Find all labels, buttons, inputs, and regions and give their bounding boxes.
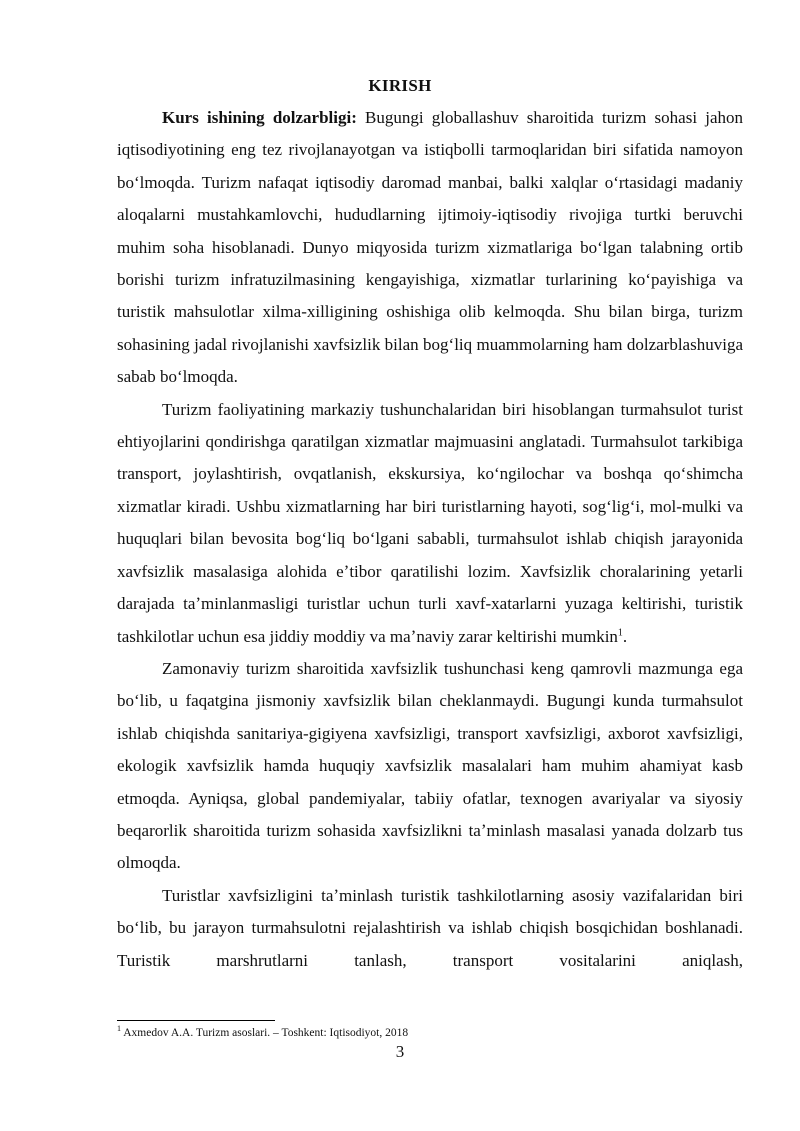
paragraph-modern-safety	[117, 653, 743, 880]
paragraph-lead: Kurs ishining dolzarbligi:	[162, 108, 357, 127]
page-number: 3	[395, 1042, 405, 1061]
section-heading: KIRISH	[368, 76, 432, 95]
paragraph-text: Zamonaviy turizm sharoitida xavfsizlik tushunchasi keng qamrovli mazmunga ega boʻlib, u faqatgina jismoniy xavfsizlik bilan cheklanmaydi. Bugungi kunda turmahsulot ishlab chiqishda sanitariya-gigiyena xavfsizligi, transport xavfsizligi, axborot xavfsizligi, ekologik xavfsizlik hamda huquqiy xavfsizlik masalalari ham muhim ahamiyat kasb etmoqda. Ayniqsa, global pandemiyalar, tabiiy ofatlar, texnogen avariyalar va siyosiy beqarorlik sharoitida turizm sohasida xavfsizlikni taʼminlash masalasi yanada dolzarb tus olmoqda.	[117, 658, 743, 873]
paragraph-tail: .	[622, 626, 628, 646]
paragraph-text: Turizm faoliyatining markaziy tushunchalaridan biri hisoblangan turmahsulot turist ehtiyojlarini qondirishga qaratilgan xizmatlar majmuasini anglatadi. Turmahsulot tarkibiga transport, joylashtirish, ovqatlanish, ekskursiya, koʻngilochar va boshqa qoʻshimcha xizmatlar kiradi. Ushbu xizmatlarning har biri turistlarning hayoti, sogʻligʻi, mol-mulki va huquqlari bilan bevosita bogʻliq boʻlgani sababli, turmahsulot ishlab chiqish jarayonida xavfsizlik masalasiga alohida eʼtibor qaratilishi lozim. Xavfsizlik choralarining yetarli darajada taʼminlanmasligi turistlar uchun turli xavf-xatarlarni yuzaga keltirishi, turistik tashkilotlar uchun esa jiddiy moddiy va maʼnaviy zarar keltirishi mumkin	[117, 399, 743, 646]
paragraph-text: Bugungi globallashuv sharoitida turizm sohasi jahon iqtisodiyotining eng tez rivojlanayotgan va istiqbolli tarmoqlaridan biri sifatida namoyon boʻlmoqda. Turizm nafaqat iqtisodiy daromad manbai, balki xalqlar oʻrtasidagi madaniy aloqalarni mustahkamlovchi, hududlarning ijtimoiy-iqtisodiy rivojiga turtki beruvchi muhim soha hisoblanadi. Dunyo miqyosida turizm xizmatlariga boʻlgan talabning ortib borishi turizm infratuzilmasining kengayishiga, xizmatlar turlarining koʻpayishiga va turistik mahsulotlar xilma-xilligining oshishiga olib kelmoqda. Shu bilan birga, turizm sohasining jadal rivojlanishi xavfsizlik bilan bogʻliq muammolarning ham dolzarblashuviga sabab boʻlmoqda.	[117, 108, 743, 387]
footnote-number: 1	[117, 1024, 121, 1034]
paragraph-relevance	[117, 102, 743, 394]
footnote-separator	[117, 1020, 275, 1021]
footnote-text: Axmedov A.A. Turizm asoslari. – Toshkent: Iqtisodiyot, 2018	[121, 1027, 409, 1039]
footnote	[117, 1026, 743, 1040]
footnote-reference[interactable]: 1	[617, 626, 623, 638]
paragraph-tourproduct	[117, 394, 743, 653]
body-text	[117, 102, 743, 977]
paragraph-tourist-safety	[117, 880, 743, 977]
paragraph-text: Turistlar xavfsizligini taʼminlash turistik tashkilotlarning asosiy vazifalaridan biri boʻlib, bu jarayon turmahsulotni rejalashtirish va ishlab chiqish bosqichidan boshlanadi. Turistik marshrutlarni tanlash, transport vositalarini aniqlash,	[117, 885, 743, 970]
